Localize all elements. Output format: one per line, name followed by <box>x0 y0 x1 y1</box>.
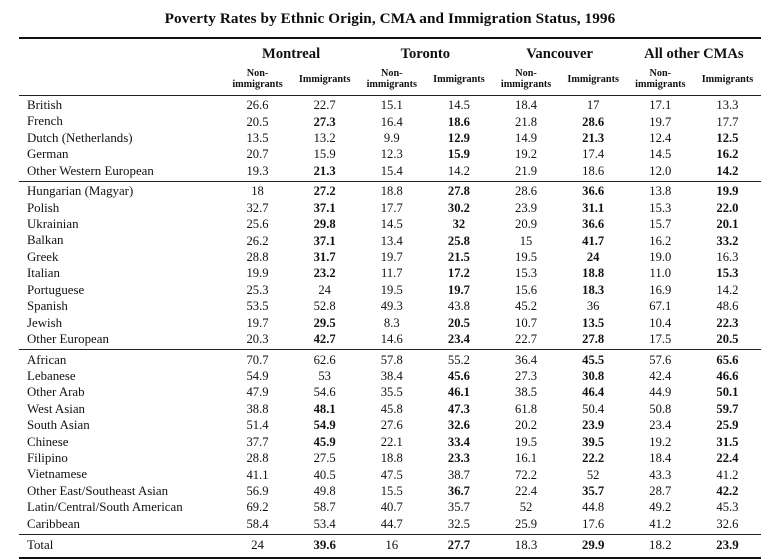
cell-german-toronto-non-immigrants: 12.3 <box>380 147 403 162</box>
row-label-chinese: Chinese <box>26 434 69 449</box>
cell-other-european-montreal-immigrants: 42.7 <box>313 332 336 347</box>
cell-other-arab-all-other-cmas-immigrants: 50.1 <box>716 385 739 400</box>
table-row <box>19 418 761 434</box>
cell-filipino-montreal-immigrants: 27.5 <box>313 451 336 466</box>
row-label-jewish: Jewish <box>26 315 63 330</box>
table-row <box>19 401 761 417</box>
cell-ukrainian-montreal-immigrants: 29.8 <box>313 217 336 232</box>
cell-british-montreal-immigrants: 22.7 <box>291 95 358 114</box>
cell-french-all-other-cmas-non-immigrants: 19.7 <box>649 114 672 129</box>
cell-hungarian-magyar-vancouver-non-immigrants: 28.6 <box>492 182 559 201</box>
cell-vietnamese-all-other-cmas-immigrants: 41.2 <box>716 467 739 482</box>
table-row <box>19 350 761 369</box>
cell-african-all-other-cmas-non-immigrants: 57.6 <box>627 350 694 369</box>
cell-ukrainian-all-other-cmas-non-immigrants: 15.7 <box>649 217 672 232</box>
poverty-rates-table <box>19 37 761 559</box>
subheader-line2: immigrants <box>366 79 417 91</box>
cell-greek-vancouver-immigrants: 24 <box>586 250 600 265</box>
cell-west-asian-vancouver-non-immigrants: 61.8 <box>515 401 538 416</box>
cell-filipino-montreal-non-immigrants: 28.8 <box>246 451 269 466</box>
cell-french-vancouver-non-immigrants: 21.8 <box>515 114 538 129</box>
cell-south-asian-toronto-immigrants: 32.6 <box>447 418 470 433</box>
cell-caribbean-montreal-non-immigrants: 58.4 <box>246 516 269 531</box>
cell-chinese-toronto-non-immigrants: 22.1 <box>380 434 403 449</box>
cell-british-toronto-non-immigrants: 15.1 <box>358 95 425 114</box>
cell-hungarian-magyar-toronto-non-immigrants: 18.8 <box>358 182 425 201</box>
cell-latin-central-south-american-toronto-immigrants: 35.7 <box>447 500 470 515</box>
cell-total-toronto-non-immigrants: 16 <box>358 534 425 558</box>
subheader-line1: Non- <box>381 68 403 79</box>
cell-south-asian-vancouver-non-immigrants: 20.2 <box>515 418 538 433</box>
cell-filipino-all-other-cmas-non-immigrants: 18.4 <box>649 451 672 466</box>
table-row <box>19 200 761 216</box>
cell-german-vancouver-non-immigrants: 19.2 <box>515 147 538 162</box>
cell-polish-montreal-non-immigrants: 32.7 <box>246 200 269 215</box>
cell-caribbean-all-other-cmas-immigrants: 32.6 <box>716 516 739 531</box>
cell-spanish-all-other-cmas-immigrants: 48.6 <box>716 299 739 314</box>
table-row <box>19 114 761 130</box>
table-row <box>19 315 761 331</box>
subheader-line2: immigrants <box>232 79 283 91</box>
cell-vietnamese-montreal-immigrants: 40.5 <box>313 467 336 482</box>
cell-spanish-montreal-non-immigrants: 53.5 <box>246 299 269 314</box>
cell-jewish-montreal-non-immigrants: 19.7 <box>246 315 269 330</box>
cell-british-vancouver-non-immigrants: 18.4 <box>492 95 559 114</box>
row-label-dutch-netherlands: Dutch (Netherlands) <box>26 130 133 145</box>
cell-vietnamese-toronto-immigrants: 38.7 <box>447 467 470 482</box>
cell-jewish-all-other-cmas-non-immigrants: 10.4 <box>649 315 672 330</box>
cell-filipino-toronto-non-immigrants: 18.8 <box>380 451 403 466</box>
cell-german-all-other-cmas-immigrants: 16.2 <box>716 147 739 162</box>
cell-portuguese-montreal-non-immigrants: 25.3 <box>246 282 269 297</box>
cell-lebanese-toronto-immigrants: 45.6 <box>447 369 470 384</box>
cell-other-arab-all-other-cmas-non-immigrants: 44.9 <box>649 385 672 400</box>
cell-other-western-european-vancouver-immigrants: 18.6 <box>582 163 605 178</box>
cell-spanish-vancouver-immigrants: 36 <box>586 299 600 314</box>
cell-ukrainian-montreal-non-immigrants: 25.6 <box>246 217 269 232</box>
cell-ukrainian-all-other-cmas-immigrants: 20.1 <box>716 217 739 232</box>
subheader-line1: Non- <box>515 68 537 79</box>
table-row <box>19 467 761 483</box>
cell-ukrainian-toronto-non-immigrants: 14.5 <box>380 217 403 232</box>
cell-italian-vancouver-immigrants: 18.8 <box>582 266 605 281</box>
header-group-toronto: Toronto <box>358 38 492 66</box>
cell-other-european-all-other-cmas-immigrants: 20.5 <box>716 332 739 347</box>
cell-french-toronto-immigrants: 18.6 <box>447 114 470 129</box>
cell-dutch-netherlands-vancouver-immigrants: 21.3 <box>582 131 605 146</box>
table-row <box>19 95 761 114</box>
table-row <box>19 483 761 499</box>
cell-other-east-southeast-asian-toronto-non-immigrants: 15.5 <box>380 483 403 498</box>
cell-dutch-netherlands-all-other-cmas-immigrants: 12.5 <box>716 131 739 146</box>
cell-jewish-all-other-cmas-immigrants: 22.3 <box>716 315 739 330</box>
cell-south-asian-all-other-cmas-immigrants: 25.9 <box>716 418 739 433</box>
cell-balkan-toronto-immigrants: 25.8 <box>447 233 470 248</box>
table-total-row <box>19 534 761 558</box>
cell-jewish-montreal-immigrants: 29.5 <box>313 315 336 330</box>
cell-west-asian-toronto-immigrants: 47.3 <box>447 401 470 416</box>
cell-latin-central-south-american-vancouver-non-immigrants: 52 <box>519 500 533 515</box>
row-label-filipino: Filipino <box>26 450 68 465</box>
row-label-other-european: Other European <box>26 331 109 346</box>
cell-african-toronto-immigrants: 55.2 <box>425 350 492 369</box>
subheader-vancouver-non-immigrants <box>492 66 559 95</box>
cell-other-east-southeast-asian-vancouver-non-immigrants: 22.4 <box>515 483 538 498</box>
subheader-allother-non-immigrants <box>627 66 694 95</box>
row-label-portuguese: Portuguese <box>26 282 85 297</box>
row-label-balkan: Balkan <box>26 233 64 248</box>
cell-german-montreal-non-immigrants: 20.7 <box>246 147 269 162</box>
table-header <box>19 38 761 95</box>
cell-total-all-other-cmas-non-immigrants: 18.2 <box>627 534 694 558</box>
cell-german-vancouver-immigrants: 17.4 <box>582 147 605 162</box>
cell-filipino-all-other-cmas-immigrants: 22.4 <box>716 451 739 466</box>
header-group-all-other-cmas: All other CMAs <box>627 38 761 66</box>
cell-italian-all-other-cmas-immigrants: 15.3 <box>716 266 739 281</box>
cell-caribbean-montreal-immigrants: 53.4 <box>313 516 336 531</box>
header-group-vancouver: Vancouver <box>492 38 626 66</box>
row-label-german: German <box>26 147 69 162</box>
cell-other-arab-vancouver-non-immigrants: 38.5 <box>515 385 538 400</box>
cell-polish-montreal-immigrants: 37.1 <box>313 200 336 215</box>
cell-african-montreal-immigrants: 62.6 <box>291 350 358 369</box>
cell-german-montreal-immigrants: 15.9 <box>313 147 336 162</box>
cell-balkan-toronto-non-immigrants: 13.4 <box>380 233 403 248</box>
cell-greek-montreal-immigrants: 31.7 <box>313 250 336 265</box>
table-row <box>19 266 761 282</box>
cell-spanish-toronto-immigrants: 43.8 <box>447 299 470 314</box>
table-body <box>19 95 761 558</box>
row-label-caribbean: Caribbean <box>26 516 80 531</box>
cell-dutch-netherlands-montreal-immigrants: 13.2 <box>313 131 336 146</box>
cell-greek-montreal-non-immigrants: 28.8 <box>246 250 269 265</box>
cell-chinese-montreal-non-immigrants: 37.7 <box>246 434 269 449</box>
cell-other-western-european-montreal-immigrants: 21.3 <box>313 163 336 178</box>
cell-latin-central-south-american-all-other-cmas-non-immigrants: 49.2 <box>649 500 672 515</box>
cell-other-western-european-montreal-non-immigrants: 19.3 <box>246 163 269 178</box>
cell-lebanese-vancouver-immigrants: 30.8 <box>582 369 605 384</box>
cell-italian-montreal-immigrants: 23.2 <box>313 266 336 281</box>
cell-portuguese-all-other-cmas-immigrants: 14.2 <box>716 282 739 297</box>
cell-other-western-european-vancouver-non-immigrants: 21.9 <box>515 163 538 178</box>
cell-chinese-montreal-immigrants: 45.9 <box>313 434 336 449</box>
cell-british-toronto-immigrants: 14.5 <box>425 95 492 114</box>
cell-african-vancouver-immigrants: 45.5 <box>560 350 627 369</box>
cell-other-east-southeast-asian-montreal-non-immigrants: 56.9 <box>246 483 269 498</box>
cell-african-montreal-non-immigrants: 70.7 <box>224 350 291 369</box>
cell-total-vancouver-immigrants: 29.9 <box>560 534 627 558</box>
row-label-other-arab: Other Arab <box>26 385 85 400</box>
row-label-latin-central-south-american: Latin/Central/South American <box>26 500 183 515</box>
cell-other-western-european-toronto-non-immigrants: 15.4 <box>380 163 403 178</box>
cell-west-asian-vancouver-immigrants: 50.4 <box>582 401 605 416</box>
cell-balkan-vancouver-non-immigrants: 15 <box>519 233 533 248</box>
cell-african-all-other-cmas-immigrants: 65.6 <box>694 350 761 369</box>
cell-french-all-other-cmas-immigrants: 17.7 <box>716 114 739 129</box>
row-label-italian: Italian <box>26 266 60 281</box>
subheader-line1: Non- <box>246 68 269 79</box>
cell-caribbean-toronto-non-immigrants: 44.7 <box>380 516 403 531</box>
cell-french-toronto-non-immigrants: 16.4 <box>380 114 403 129</box>
cell-other-western-european-all-other-cmas-non-immigrants: 12.0 <box>649 163 672 178</box>
row-label-other-western-european: Other Western European <box>26 163 154 178</box>
cell-ukrainian-vancouver-immigrants: 36.6 <box>582 217 605 232</box>
cell-british-montreal-non-immigrants: 26.6 <box>224 95 291 114</box>
table-row <box>19 233 761 249</box>
cell-greek-toronto-immigrants: 21.5 <box>447 250 470 265</box>
row-label-ukrainian: Ukrainian <box>26 217 79 232</box>
cell-jewish-toronto-non-immigrants: 8.3 <box>383 315 400 330</box>
cell-british-all-other-cmas-immigrants: 13.3 <box>694 95 761 114</box>
header-subcorner-cell <box>19 66 224 95</box>
cell-other-western-european-toronto-immigrants: 14.2 <box>447 163 470 178</box>
cell-chinese-vancouver-immigrants: 39.5 <box>582 434 605 449</box>
cell-hungarian-magyar-montreal-immigrants: 27.2 <box>291 182 358 201</box>
subheader-montreal-non-immigrants <box>224 66 291 95</box>
table-row <box>19 163 761 182</box>
cell-caribbean-toronto-immigrants: 32.5 <box>447 516 470 531</box>
cell-spanish-vancouver-non-immigrants: 45.2 <box>515 299 538 314</box>
cell-other-arab-toronto-non-immigrants: 35.5 <box>380 385 403 400</box>
cell-italian-toronto-non-immigrants: 11.7 <box>380 266 403 281</box>
row-label-french: French <box>26 114 63 129</box>
cell-hungarian-magyar-vancouver-immigrants: 36.6 <box>560 182 627 201</box>
cell-african-vancouver-non-immigrants: 36.4 <box>492 350 559 369</box>
cell-french-montreal-immigrants: 27.3 <box>313 114 336 129</box>
cell-total-montreal-non-immigrants: 24 <box>224 534 291 558</box>
cell-vietnamese-vancouver-non-immigrants: 72.2 <box>515 467 538 482</box>
table-row <box>19 282 761 298</box>
header-subcolumn-row <box>19 66 761 95</box>
cell-caribbean-vancouver-immigrants: 17.6 <box>582 516 605 531</box>
cell-other-east-southeast-asian-montreal-immigrants: 49.8 <box>313 483 336 498</box>
cell-greek-toronto-non-immigrants: 19.7 <box>380 250 403 265</box>
cell-polish-all-other-cmas-immigrants: 22.0 <box>716 200 739 215</box>
cell-balkan-all-other-cmas-immigrants: 33.2 <box>716 233 739 248</box>
cell-chinese-vancouver-non-immigrants: 19.5 <box>515 434 538 449</box>
page-title: Poverty Rates by Ethnic Origin, CMA and Immigration Status, 1996 <box>164 10 616 27</box>
cell-total-vancouver-non-immigrants: 18.3 <box>492 534 559 558</box>
cell-other-arab-montreal-non-immigrants: 47.9 <box>246 385 269 400</box>
cell-other-european-montreal-non-immigrants: 20.3 <box>246 332 269 347</box>
cell-portuguese-all-other-cmas-non-immigrants: 16.9 <box>649 282 672 297</box>
cell-greek-all-other-cmas-immigrants: 16.3 <box>716 250 739 265</box>
subheader-allother-immigrants: Immigrants <box>701 73 754 85</box>
cell-jewish-vancouver-immigrants: 13.5 <box>582 315 605 330</box>
cell-hungarian-magyar-montreal-non-immigrants: 18 <box>224 182 291 201</box>
cell-hungarian-magyar-all-other-cmas-immigrants: 19.9 <box>694 182 761 201</box>
subheader-montreal-immigrants: Immigrants <box>298 73 351 85</box>
cell-portuguese-toronto-immigrants: 19.7 <box>447 282 470 297</box>
cell-italian-vancouver-non-immigrants: 15.3 <box>515 266 538 281</box>
cell-british-all-other-cmas-non-immigrants: 17.1 <box>627 95 694 114</box>
cell-lebanese-all-other-cmas-immigrants: 46.6 <box>716 369 739 384</box>
cell-vietnamese-vancouver-immigrants: 52 <box>586 467 600 482</box>
cell-dutch-netherlands-vancouver-non-immigrants: 14.9 <box>515 131 538 146</box>
cell-filipino-toronto-immigrants: 23.3 <box>447 451 470 466</box>
cell-other-european-toronto-immigrants: 23.4 <box>447 332 470 347</box>
cell-other-european-vancouver-immigrants: 27.8 <box>582 332 605 347</box>
cell-jewish-vancouver-non-immigrants: 10.7 <box>515 315 538 330</box>
cell-other-european-toronto-non-immigrants: 14.6 <box>380 332 403 347</box>
cell-west-asian-montreal-non-immigrants: 38.8 <box>246 401 269 416</box>
cell-polish-all-other-cmas-non-immigrants: 15.3 <box>649 200 672 215</box>
cell-south-asian-montreal-non-immigrants: 51.4 <box>246 418 269 433</box>
cell-other-east-southeast-asian-all-other-cmas-non-immigrants: 28.7 <box>649 483 672 498</box>
subheader-toronto-immigrants: Immigrants <box>433 73 485 85</box>
cell-lebanese-montreal-non-immigrants: 54.9 <box>246 369 269 384</box>
table-row <box>19 331 761 350</box>
cell-spanish-montreal-immigrants: 52.8 <box>313 299 336 314</box>
cell-italian-toronto-immigrants: 17.2 <box>447 266 470 281</box>
subheader-vancouver-immigrants: Immigrants <box>567 73 619 85</box>
cell-filipino-vancouver-non-immigrants: 16.1 <box>515 451 538 466</box>
row-label-vietnamese: Vietnamese <box>26 467 88 482</box>
cell-spanish-all-other-cmas-non-immigrants: 67.1 <box>649 299 672 314</box>
cell-west-asian-all-other-cmas-non-immigrants: 50.8 <box>649 401 672 416</box>
cell-other-east-southeast-asian-all-other-cmas-immigrants: 42.2 <box>716 483 739 498</box>
cell-polish-toronto-immigrants: 30.2 <box>447 200 470 215</box>
cell-caribbean-all-other-cmas-non-immigrants: 41.2 <box>649 516 672 531</box>
cell-other-arab-montreal-immigrants: 54.6 <box>313 385 336 400</box>
cell-balkan-all-other-cmas-non-immigrants: 16.2 <box>649 233 672 248</box>
cell-caribbean-vancouver-non-immigrants: 25.9 <box>515 516 538 531</box>
table-row <box>19 182 761 201</box>
cell-balkan-montreal-immigrants: 37.1 <box>313 233 336 248</box>
cell-south-asian-toronto-non-immigrants: 27.6 <box>380 418 403 433</box>
cell-dutch-netherlands-montreal-non-immigrants: 13.5 <box>246 131 269 146</box>
row-label-african: African <box>19 350 224 369</box>
cell-other-east-southeast-asian-toronto-immigrants: 36.7 <box>447 483 470 498</box>
cell-south-asian-all-other-cmas-non-immigrants: 23.4 <box>649 418 672 433</box>
cell-british-vancouver-immigrants: 17 <box>560 95 627 114</box>
table-row <box>19 249 761 265</box>
cell-polish-vancouver-immigrants: 31.1 <box>582 200 605 215</box>
cell-lebanese-all-other-cmas-non-immigrants: 42.4 <box>649 369 672 384</box>
table-row <box>19 368 761 384</box>
cell-latin-central-south-american-vancouver-immigrants: 44.8 <box>582 500 605 515</box>
cell-greek-vancouver-non-immigrants: 19.5 <box>515 250 538 265</box>
header-cma-row <box>19 38 761 66</box>
cell-other-western-european-all-other-cmas-immigrants: 14.2 <box>716 163 739 178</box>
table-row <box>19 385 761 401</box>
cell-ukrainian-toronto-immigrants: 32 <box>452 217 466 232</box>
cell-balkan-vancouver-immigrants: 41.7 <box>582 233 605 248</box>
cell-chinese-all-other-cmas-non-immigrants: 19.2 <box>649 434 672 449</box>
cell-italian-montreal-non-immigrants: 19.9 <box>246 266 269 281</box>
row-label-spanish: Spanish <box>26 299 68 314</box>
table-row <box>19 516 761 535</box>
table-row <box>19 299 761 315</box>
cell-other-east-southeast-asian-vancouver-immigrants: 35.7 <box>582 483 605 498</box>
cell-latin-central-south-american-montreal-non-immigrants: 69.2 <box>246 500 269 515</box>
cell-dutch-netherlands-toronto-non-immigrants: 9.9 <box>383 131 400 146</box>
cell-dutch-netherlands-toronto-immigrants: 12.9 <box>447 131 470 146</box>
header-corner-cell <box>19 38 224 66</box>
row-label-other-east-southeast-asian: Other East/Southeast Asian <box>26 483 169 498</box>
cell-total-toronto-immigrants: 27.7 <box>425 534 492 558</box>
cell-other-european-vancouver-non-immigrants: 22.7 <box>515 332 538 347</box>
row-label-west-asian: West Asian <box>26 401 86 416</box>
cell-portuguese-vancouver-non-immigrants: 15.6 <box>515 282 538 297</box>
cell-west-asian-toronto-non-immigrants: 45.8 <box>380 401 403 416</box>
row-label-total: Total <box>19 534 224 558</box>
cell-ukrainian-vancouver-non-immigrants: 20.9 <box>515 217 538 232</box>
cell-balkan-montreal-non-immigrants: 26.2 <box>246 233 269 248</box>
row-label-south-asian: South Asian <box>26 418 90 433</box>
table-row <box>19 450 761 466</box>
cell-other-arab-vancouver-immigrants: 46.4 <box>582 385 605 400</box>
cell-west-asian-montreal-immigrants: 48.1 <box>313 401 336 416</box>
cell-african-toronto-non-immigrants: 57.8 <box>358 350 425 369</box>
cell-italian-all-other-cmas-non-immigrants: 11.0 <box>649 266 672 281</box>
cell-other-european-all-other-cmas-non-immigrants: 17.5 <box>649 332 672 347</box>
row-label-hungarian-magyar: Hungarian (Magyar) <box>19 182 224 201</box>
cell-south-asian-vancouver-immigrants: 23.9 <box>582 418 605 433</box>
subheader-toronto-non-immigrants <box>358 66 425 95</box>
cell-latin-central-south-american-all-other-cmas-immigrants: 45.3 <box>716 500 739 515</box>
subheader-line1: Non- <box>649 68 672 79</box>
cell-lebanese-toronto-non-immigrants: 38.4 <box>380 369 403 384</box>
cell-total-all-other-cmas-immigrants: 23.9 <box>694 534 761 558</box>
cell-german-all-other-cmas-non-immigrants: 14.5 <box>649 147 672 162</box>
cell-hungarian-magyar-all-other-cmas-non-immigrants: 13.8 <box>627 182 694 201</box>
table-row <box>19 216 761 232</box>
header-group-montreal: Montreal <box>224 38 358 66</box>
cell-vietnamese-toronto-non-immigrants: 47.5 <box>380 467 403 482</box>
cell-french-montreal-non-immigrants: 20.5 <box>246 114 269 129</box>
cell-portuguese-toronto-non-immigrants: 19.5 <box>380 282 403 297</box>
row-label-greek: Greek <box>26 249 59 264</box>
cell-chinese-all-other-cmas-immigrants: 31.5 <box>716 434 739 449</box>
table-row <box>19 147 761 163</box>
cell-south-asian-montreal-immigrants: 54.9 <box>313 418 336 433</box>
cell-greek-all-other-cmas-non-immigrants: 19.0 <box>649 250 672 265</box>
cell-west-asian-all-other-cmas-immigrants: 59.7 <box>716 401 739 416</box>
table-row <box>19 130 761 146</box>
subheader-line2: immigrants <box>500 79 552 91</box>
row-label-british: British <box>19 95 224 114</box>
cell-jewish-toronto-immigrants: 20.5 <box>447 315 470 330</box>
cell-polish-toronto-non-immigrants: 17.7 <box>380 200 403 215</box>
cell-spanish-toronto-non-immigrants: 49.3 <box>380 299 403 314</box>
cell-lebanese-montreal-immigrants: 53 <box>318 369 331 384</box>
table-row <box>19 500 761 516</box>
cell-polish-vancouver-non-immigrants: 23.9 <box>515 200 538 215</box>
cell-vietnamese-montreal-non-immigrants: 41.1 <box>246 467 269 482</box>
row-label-lebanese: Lebanese <box>26 368 76 383</box>
cell-dutch-netherlands-all-other-cmas-non-immigrants: 12.4 <box>649 131 672 146</box>
cell-other-arab-toronto-immigrants: 46.1 <box>447 385 470 400</box>
cell-latin-central-south-american-montreal-immigrants: 58.7 <box>313 500 336 515</box>
table-row <box>19 434 761 450</box>
cell-lebanese-vancouver-non-immigrants: 27.3 <box>515 369 538 384</box>
cell-vietnamese-all-other-cmas-non-immigrants: 43.3 <box>649 467 672 482</box>
cell-chinese-toronto-immigrants: 33.4 <box>447 434 470 449</box>
subheader-line2: immigrants <box>635 79 686 91</box>
cell-latin-central-south-american-toronto-non-immigrants: 40.7 <box>380 500 403 515</box>
cell-french-vancouver-immigrants: 28.6 <box>582 114 605 129</box>
cell-german-toronto-immigrants: 15.9 <box>447 147 470 162</box>
cell-total-montreal-immigrants: 39.6 <box>291 534 358 558</box>
cell-filipino-vancouver-immigrants: 22.2 <box>582 451 605 466</box>
cell-hungarian-magyar-toronto-immigrants: 27.8 <box>425 182 492 201</box>
row-label-polish: Polish <box>26 200 60 215</box>
cell-portuguese-vancouver-immigrants: 18.3 <box>582 282 605 297</box>
cell-portuguese-montreal-immigrants: 24 <box>318 282 331 297</box>
